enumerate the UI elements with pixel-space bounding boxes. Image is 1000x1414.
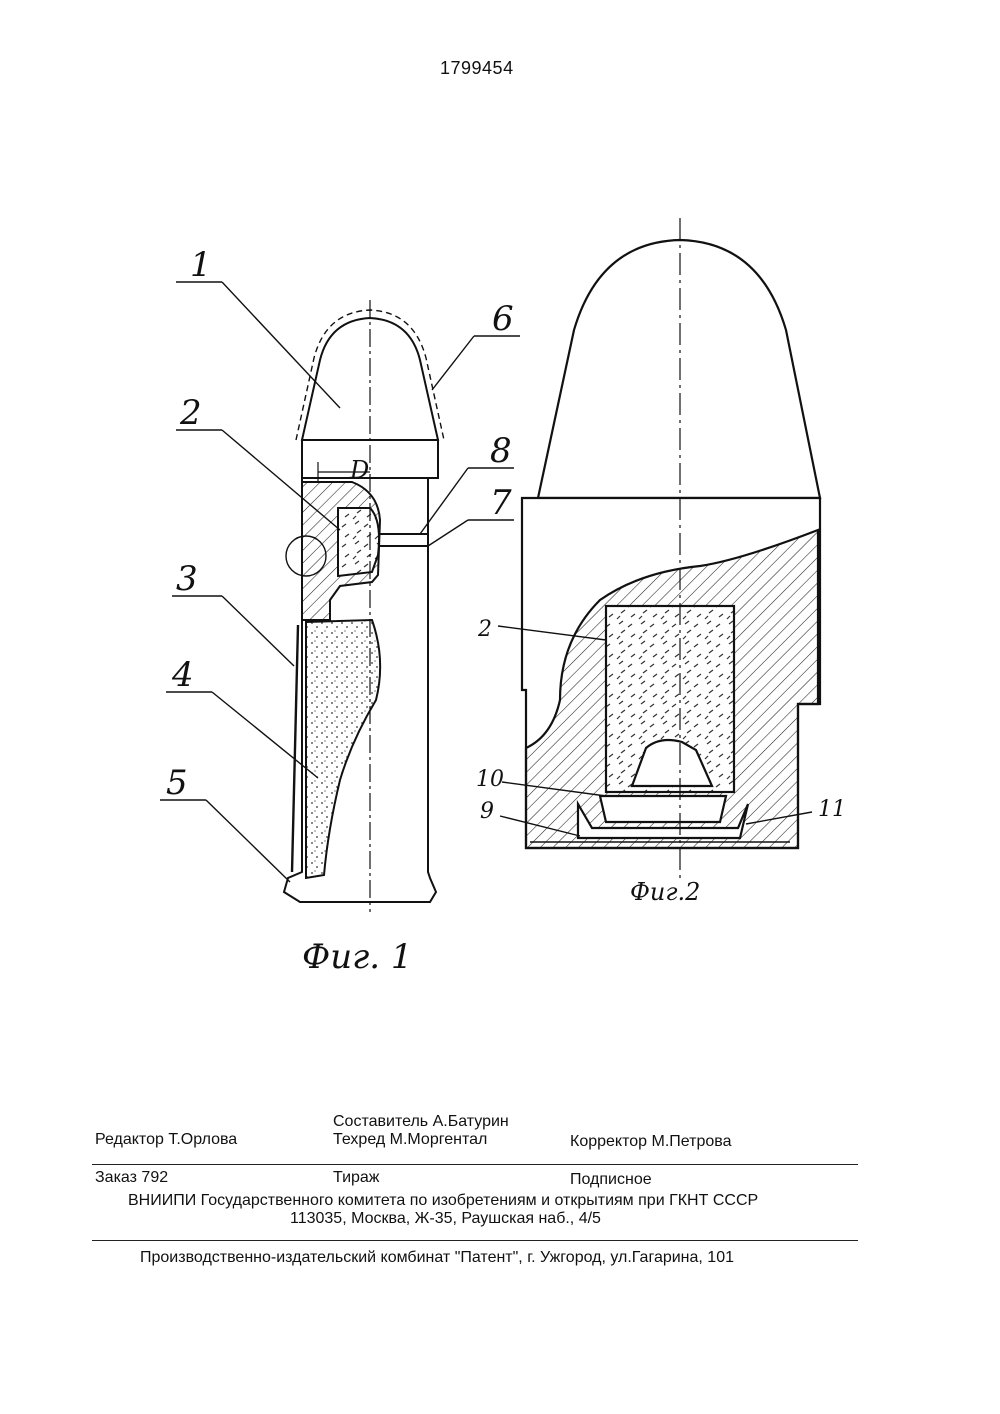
- fig2-callout-9: 9: [480, 799, 494, 824]
- patent-number: 1799454: [440, 58, 514, 78]
- fig1-callout-1: 1: [190, 245, 212, 285]
- fig1-callout-3: 3: [176, 559, 198, 599]
- fig1-callout-7: 7: [490, 483, 512, 523]
- fig1-dimension-label: D: [350, 456, 370, 484]
- fig1-callout-2: 2: [180, 393, 202, 433]
- compiler: Составитель А.Батурин: [333, 1113, 509, 1130]
- imprint-rule-top: [92, 1164, 858, 1165]
- fig1-callout-8: 8: [490, 431, 512, 471]
- publisher: Производственно-издательский комбинат "Патент", г. Ужгород, ул.Гагарина, 101: [140, 1249, 734, 1266]
- address: 113035, Москва, Ж-35, Раушская наб., 4/5: [290, 1210, 601, 1227]
- corrector: Корректор М.Петрова: [570, 1133, 732, 1150]
- subscription: Подписное: [570, 1171, 652, 1188]
- fig1-caption: Фиг. 1: [302, 937, 413, 977]
- fig2-callout-10: 10: [476, 767, 504, 792]
- fig2-caption: Фиг.2: [630, 878, 701, 906]
- fig1-callout-5: 5: [166, 763, 188, 803]
- circulation: Тираж: [333, 1169, 380, 1186]
- fig1-callout-6: 6: [492, 299, 514, 339]
- order-number: Заказ 792: [95, 1169, 169, 1186]
- techred: Техред М.Моргентал: [333, 1131, 488, 1148]
- imprint-rule-bottom: [92, 1240, 858, 1241]
- institute: ВНИИПИ Государственного комитета по изобретениям и открытиям при ГКНТ СССР: [128, 1192, 759, 1209]
- fig2-callout-2: 2: [478, 617, 492, 642]
- fig1-callout-4: 4: [172, 655, 194, 695]
- editor: Редактор Т.Орлова: [95, 1131, 238, 1148]
- fig2-callout-11: 11: [818, 797, 846, 822]
